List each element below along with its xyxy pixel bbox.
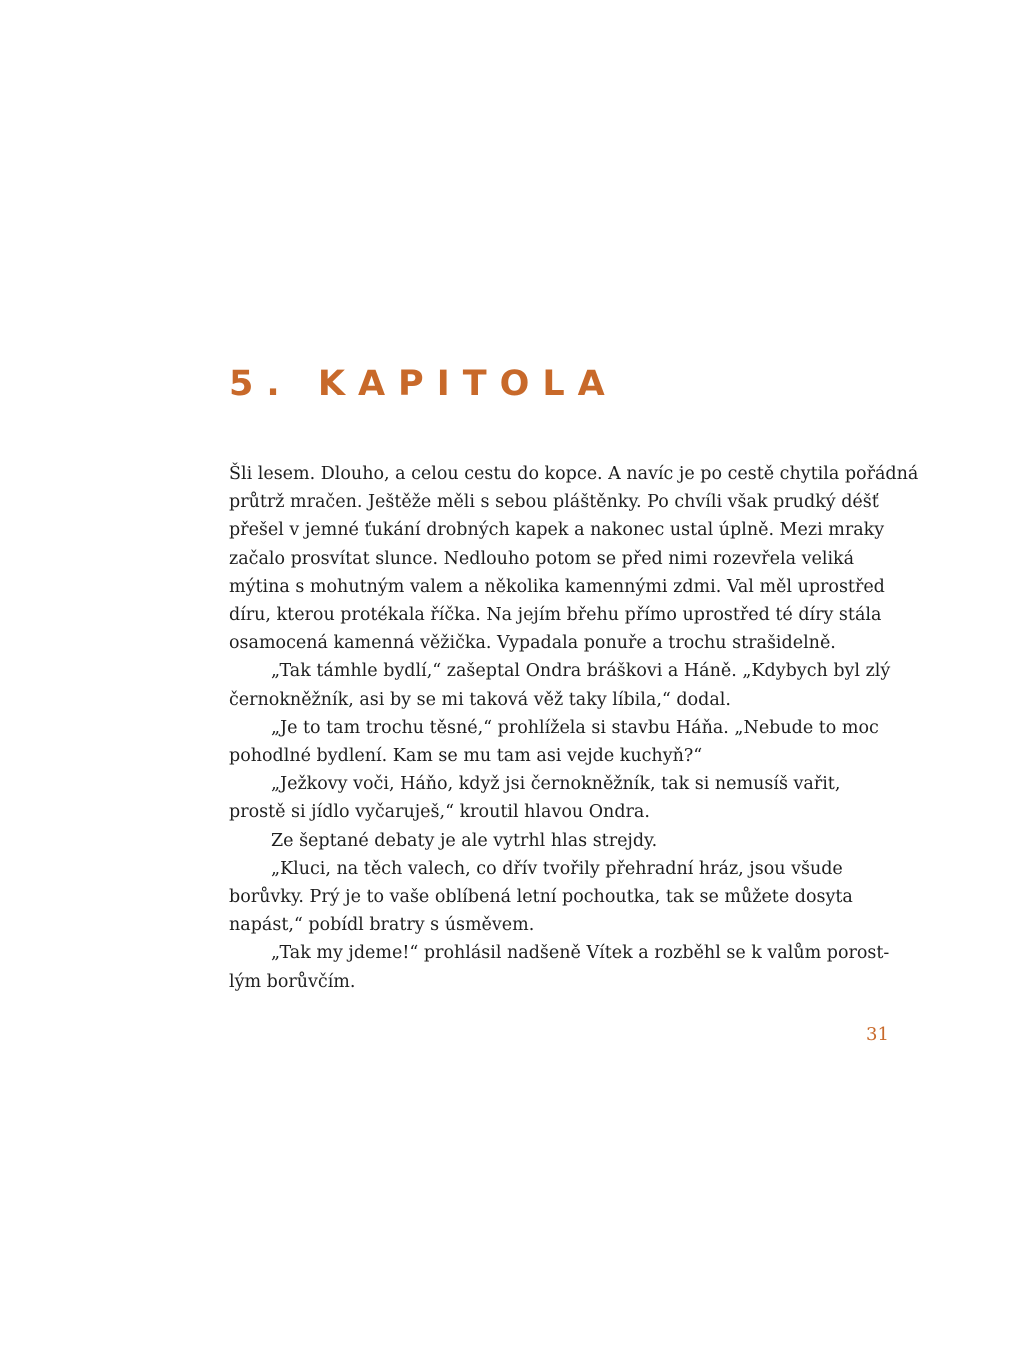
text-line: napást,“ pobídl bratry s úsměvem. xyxy=(229,915,535,936)
paragraph-7 xyxy=(229,939,890,995)
text-line: přešel v jemné ťukání drobných kapek a nakonec ustal úplně. Mezi mraky xyxy=(229,520,885,541)
text-line: mýtina s mohutným valem a několika kamennými zdmi. Val měl uprostřed xyxy=(229,576,885,597)
text-line: díru, kterou protékala říčka. Na jejím břehu přímo uprostřed té díry stála xyxy=(229,605,882,626)
paragraph-5 xyxy=(229,827,849,855)
body-text xyxy=(229,460,919,996)
text-line: Ze šeptané debaty je ale vytrhl hlas strejdy. xyxy=(271,830,658,851)
text-line: lým borůvčím. xyxy=(229,971,356,992)
paragraph-4 xyxy=(229,770,849,826)
text-line: borůvky. Prý je to vaše oblíbená letní pochoutka, tak se můžete dosyta xyxy=(229,887,853,908)
paragraph-1 xyxy=(229,460,919,657)
text-line: černokněžník, asi by se mi taková věž taky líbila,“ dodal. xyxy=(229,689,731,710)
text-line: průtrž mračen. Ještěže měli s sebou pláštěnky. Po chvíli však prudký déšť xyxy=(229,492,879,513)
text-line: prostě si jídlo vyčaruješ,“ kroutil hlavou Ondra. xyxy=(229,802,650,823)
text-line: „Ježkovy voči, Háňo, když jsi černokněžník, tak si nemusíš vařit, xyxy=(271,774,841,795)
text-line: „Kluci, na těch valech, co dřív tvořily přehradní hráz, jsou všude xyxy=(271,858,843,879)
text-line: pohodlné bydlení. Kam se mu tam asi vejde kuchyň?“ xyxy=(229,746,703,767)
page-number: 31 xyxy=(866,1024,889,1045)
text-line: začalo prosvítat slunce. Nedlouho potom se před nimi rozevřela veliká xyxy=(229,548,855,569)
text-line: Šli lesem. Dlouho, a celou cestu do kopce. A navíc je po cestě chytila pořádná xyxy=(229,464,919,484)
paragraph-3 xyxy=(229,714,879,770)
paragraph-6 xyxy=(229,855,853,940)
text-line: „Tak támhle bydlí,“ zašeptal Ondra bráškovi a Háně. „Kdybych byl zlý xyxy=(271,661,891,682)
text-line: „Je to tam trochu těsné,“ prohlížela si stavbu Háňa. „Nebude to moc xyxy=(271,717,879,738)
text-line: „Tak my jdeme!“ prohlásil nadšeně Vítek a rozběhl se k valům porost- xyxy=(271,943,890,964)
paragraph-2 xyxy=(229,657,891,713)
text-line: osamocená kamenná věžička. Vypadala ponuře a trochu strašidelně. xyxy=(229,633,836,654)
chapter-title: 5. KAPITOLA xyxy=(229,364,618,404)
